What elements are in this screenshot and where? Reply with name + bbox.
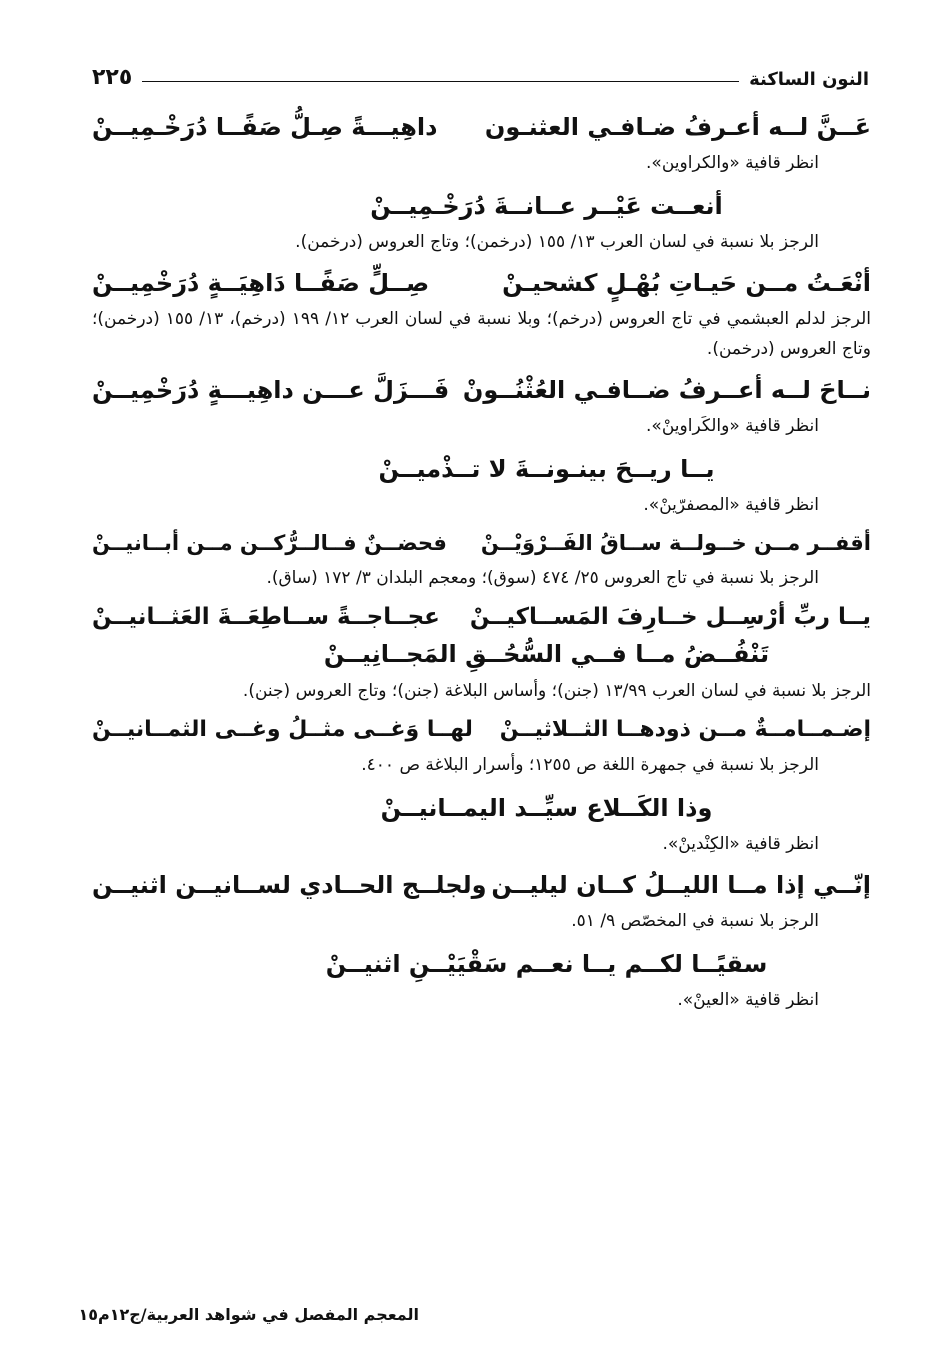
verse-5-line: يــا ريــحَ بينـونــةَ لا تــذْميــنْ	[378, 454, 715, 483]
verse-10-left-hemistich: ولجلــج الحــادي لســانيــن اثنيــن	[92, 870, 487, 899]
verse-9	[92, 793, 871, 824]
page-number: ٢٢٥	[92, 65, 133, 90]
verse-1	[92, 112, 871, 143]
verse-2-line: أنعــت عَيْــر عــانــةَ دُرَخْـمِيــنْ	[370, 191, 723, 220]
verse-4-left-hemistich: فَـــزَلَّ عـــن داهِيـــةٍ دُرَخْمِيــنْ	[92, 375, 450, 404]
verse-1-left-hemistich: داهِيـــةً صِـلُّ صَفًــا دُرَخْـمِيــنْ	[92, 113, 438, 141]
verse-8	[92, 716, 871, 745]
verse-1-note: انظر قافية «والكراوين».	[646, 153, 819, 174]
verse-2-note: الرجز بلا نسبة في لسان العرب ١٣/ ١٥٥ (درخمن)؛ وتاج العروس (درخمن).	[295, 232, 819, 253]
verse-7-line-2: تَنْفُــضُ مــا فــي السُّحُــقِ المَجــانِيــنْ	[323, 640, 770, 669]
header-rule	[142, 81, 739, 82]
verse-7	[92, 603, 871, 633]
verse-11-note: انظر قافية «العينْ».	[677, 989, 819, 1010]
verse-3-left-hemistich: صِــلٍّ صَفًــا دَاهِيَــةٍ دُرَخْمِيــنْ	[92, 268, 430, 297]
page-body	[92, 108, 871, 1025]
signature-mark: المعجم المفصل في شواهد العربية/ج١٢م١٥	[78, 1305, 419, 1324]
verse-4-note: انظر قافية «والكَراوينْ».	[646, 415, 819, 436]
verse-5-note: انظر قافية «المصفرّينْ».	[643, 494, 819, 515]
verse-9-line: وذا الكَــلاع سيِّــد اليمــانيــنْ	[380, 793, 713, 822]
verse-7-continuation	[92, 639, 871, 670]
verse-8-note: الرجز بلا نسبة في جمهرة اللغة ص ١٢٥٥؛ وأسرار البلاغة ص ٤٠٠.	[361, 754, 819, 775]
verse-3	[92, 268, 871, 299]
verse-8-right-hemistich: إضـمــامــةٌ مــن ذودهــا الثــلاثيــنْ	[499, 717, 871, 743]
verse-8-left-hemistich: لهــا وَغــى مثــلُ وغــى الثمــانيــنْ	[92, 717, 473, 743]
verse-10	[92, 870, 871, 901]
verse-5	[92, 454, 871, 485]
verse-6-right-hemistich: أقفــر مــن خــولــة ســاقُ الفَــرْوَيْــنْ	[480, 531, 871, 556]
verse-4-right-hemistich: نــاحَ لــه أعــرفُ ضــافـي العُثْنُــونْ	[462, 375, 871, 404]
verse-2	[92, 191, 871, 222]
verse-3-note: الرجز لدلم العبشمي في تاج العروس (درخم)؛ وبلا نسبة في لسان العرب ١٢/ ١٩٩ (درخم)، ١٣/ ١٥٥ (درخمن)؛ وتاج العروس (درخمن).	[92, 309, 871, 359]
verse-3-right-hemistich: أنْعَـتُ مــن حَيـاتِ بُهْـلٍ كشحيـنْ	[502, 268, 871, 297]
verse-7-left-hemistich: عجــاجــةً ســاطِعَــةَ العَثــانيــنْ	[92, 604, 440, 631]
page-header	[92, 56, 869, 90]
verse-11	[92, 949, 871, 980]
verse-4	[92, 375, 871, 406]
verse-6	[92, 530, 871, 557]
verse-7-right-hemistich: يــا ربِّ أرْسِــل خــارِفَ المَســاكيــنْ	[469, 604, 871, 631]
verse-7-note: الرجز بلا نسبة في لسان العرب ١٣/٩٩ (جنن)؛ وأساس البلاغة (جنن)؛ وتاج العروس (جنن).	[242, 680, 871, 701]
verse-9-note: انظر قافية «الكِنْدينْ».	[662, 833, 819, 854]
running-title: النون الساكنة	[749, 69, 869, 90]
verse-10-right-hemistich: إنّــي إذا مــا الليــلُ كــان ليليــن	[491, 870, 871, 899]
verse-10-note: الرجز بلا نسبة في المخصّص ٩/ ٥١.	[571, 910, 819, 931]
verse-1-right-hemistich: عَــنَّ لــه أعـرفُ ضـافـي العثنـون	[484, 113, 871, 141]
verse-6-left-hemistich: فحضــنٌ فــالــرُّكــن مــن أبــانيــنْ	[92, 531, 447, 556]
verse-11-line: سقيًــا لكــم يــا نعــم سَقْيَيْــنِ اثنيــنْ	[325, 949, 768, 978]
verse-6-note: الرجز بلا نسبة في تاج العروس ٢٥/ ٤٧٤ (سوق)؛ ومعجم البلدان ٣/ ١٧٢ (ساق).	[266, 567, 819, 588]
